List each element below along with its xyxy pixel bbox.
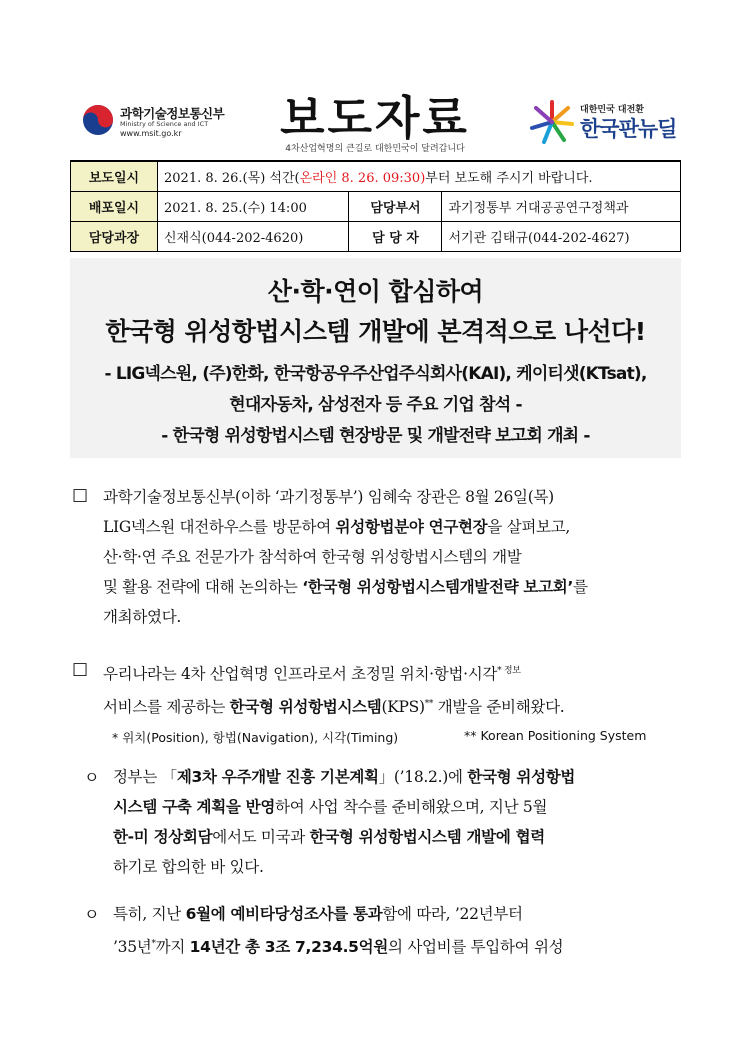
headline-line-2: 한국형 위성항법시스템 개발에 본격적으로 나선다! (105, 317, 646, 346)
p2-l1-a: 우리나라는 4차 산업혁명 인프라로서 초정밀 위치·항법·시각 (103, 665, 498, 684)
korean-new-deal-logo (530, 100, 680, 145)
p1-l4-bold: ‘한국형 위성항법시스템개발전략 보고회’ (302, 578, 574, 596)
new-deal-tagline: 대한민국 대전환 (580, 105, 644, 115)
contact-row (71, 222, 681, 252)
p2-l2-sup: ** (424, 699, 434, 710)
p4-line-1 (113, 899, 563, 929)
distribution-label: 배포일시 (71, 192, 158, 222)
paragraph-1 (103, 482, 588, 632)
subheadline-3: - 한국형 위성항법시스템 현장방문 및 개발전략 보고회 개최 - (161, 426, 590, 446)
p1-line-5: 개최하였다. (103, 608, 181, 626)
department-value: 과기정통부 거대공공연구정책과 (442, 192, 681, 222)
manager-label: 담당과장 (71, 222, 158, 252)
ministry-url[interactable]: www.msit.go.kr (120, 129, 182, 138)
footnote (112, 728, 647, 746)
new-deal-burst-icon (530, 100, 574, 144)
department-label: 담당부서 (349, 192, 442, 222)
p1-line-4 (103, 572, 588, 602)
subheadline-2: 현대자동차, 삼성전자 등 주요 기업 참석 - (229, 395, 522, 415)
report-time-row (71, 161, 681, 192)
p3-l2-b: 하여 사업 착수를 준비해왔으며, 지난 5월 (275, 798, 548, 816)
p3-l1-bold: 제3차 우주개발 진흥 기본계획 (176, 768, 379, 786)
p3-l1-bold2: 한국형 위성항법 (467, 768, 576, 786)
distribution-value: 2021. 8. 25.(수) 14:00 (158, 192, 349, 222)
report-time-post: 부터 보도해 주시기 바랍니다. (425, 171, 593, 186)
p2-line-1 (103, 656, 564, 689)
headline-box (70, 258, 681, 458)
p4-l2-sup: * (151, 939, 156, 949)
p4-l2-c: 까지 (155, 938, 190, 957)
p1-line-1: 과학기술정보통신부(이하 ‘과기정통부’) 임혜숙 장관은 8월 26일(목) (103, 488, 554, 506)
p2-l2-bold: 한국형 위성항법시스템 (229, 698, 382, 717)
p4-l2-e: 의 사업비를 투입하여 위성 (388, 938, 564, 957)
page-title: 보도자료 (280, 91, 470, 145)
ministry-name: 과학기술정보통신부 (120, 106, 225, 121)
p3-line-1 (113, 762, 575, 792)
p1-l4-a: 및 활용 전략에 대해 논의하는 (103, 578, 303, 596)
p3-l1-a: 정부는 「 (113, 768, 177, 786)
paragraph-3 (113, 762, 575, 882)
p4-l2-bold: 14년간 총 3조 7,234.5억원 (189, 938, 389, 957)
p2-l1-sup: * 정보 (497, 666, 521, 676)
p4-l1-a: 특히, 지난 (113, 905, 186, 923)
p3-l3-b: 에서도 미국과 (212, 828, 310, 846)
manager-value: 신재식(044-202-4620) (158, 222, 349, 252)
p3-l1-c: 」(’18.2.)에 (378, 768, 468, 786)
ministry-english-name: Ministry of Science and ICT (120, 120, 209, 128)
footnote-kps-components: * 위치(Position), 항법(Navigation), 시각(Timing) (112, 730, 399, 745)
p1-l4-c: 를 (573, 578, 588, 596)
p1-l2-a: LIG넥스원 대전하우스를 방문하여 (103, 518, 336, 536)
p4-l1-c: 함에 따라, ’22년부터 (382, 905, 523, 923)
press-release-header (0, 0, 750, 155)
report-time-label: 보도일시 (71, 161, 158, 192)
p3-line-4: 하기로 합의한 바 있다. (113, 858, 264, 876)
circle-bullet-1: ㅇ (84, 768, 100, 787)
release-info-table (70, 160, 681, 252)
person-value: 서기관 김태규(044-202-4627) (442, 222, 681, 252)
paragraph-4 (113, 899, 563, 962)
report-time-online: 온라인 8. 26. 09:30) (299, 171, 426, 186)
report-time-pre: 2021. 8. 26.(목) 석간( (164, 171, 300, 186)
p3-l2-bold: 시스템 구축 계획을 반영 (113, 798, 276, 816)
p3-l3-bold2: 한국형 위성항법시스템 개발에 협력 (309, 828, 545, 846)
p2-l2-c: (KPS) (381, 698, 425, 717)
person-label: 담 당 자 (349, 222, 442, 252)
square-bullet-2: □ (72, 659, 89, 679)
p1-line-3: 산·학·연 주요 전문가가 참석하여 한국형 위성항법시스템의 개발 (103, 548, 522, 566)
p1-l2-c: 을 살펴보고, (487, 518, 570, 536)
subheadline-1: - LIG넥스원, (주)한화, 한국항공우주산업주식회사(KAI), 케이티샛(KTsat), (104, 364, 647, 384)
headline-line-1: 산·학·연이 합심하여 (267, 277, 484, 306)
distribution-row (71, 192, 681, 222)
new-deal-title: 한국판뉴딜 (580, 117, 677, 141)
taegeuk-icon (82, 104, 114, 136)
p4-line-2 (113, 929, 563, 962)
p3-l3-bold: 한-미 정상회담 (113, 828, 213, 846)
p3-line-3 (113, 822, 575, 852)
p4-l2-a: ’35년 (113, 938, 152, 957)
square-bullet: □ (72, 485, 89, 505)
p4-l1-bold: 6월에 예비타당성조사를 통과 (185, 905, 383, 923)
p2-line-2 (103, 689, 564, 722)
p2-l2-a: 서비스를 제공하는 (103, 698, 230, 717)
footnote-kps-definition: ** Korean Positioning System (464, 728, 647, 743)
p1-l2-bold: 위성항법분야 연구현장 (335, 518, 488, 536)
tagline: 4차산업혁명의 큰길로 대한민국이 달려갑니다 (285, 144, 465, 154)
p1-line-2 (103, 512, 588, 542)
ministry-logo (82, 100, 272, 140)
report-time-value (158, 161, 681, 192)
paragraph-2 (103, 656, 564, 722)
p3-line-2 (113, 792, 575, 822)
circle-bullet-2: ㅇ (84, 905, 100, 924)
p2-l2-e: 개발을 준비해왔다. (433, 698, 565, 717)
